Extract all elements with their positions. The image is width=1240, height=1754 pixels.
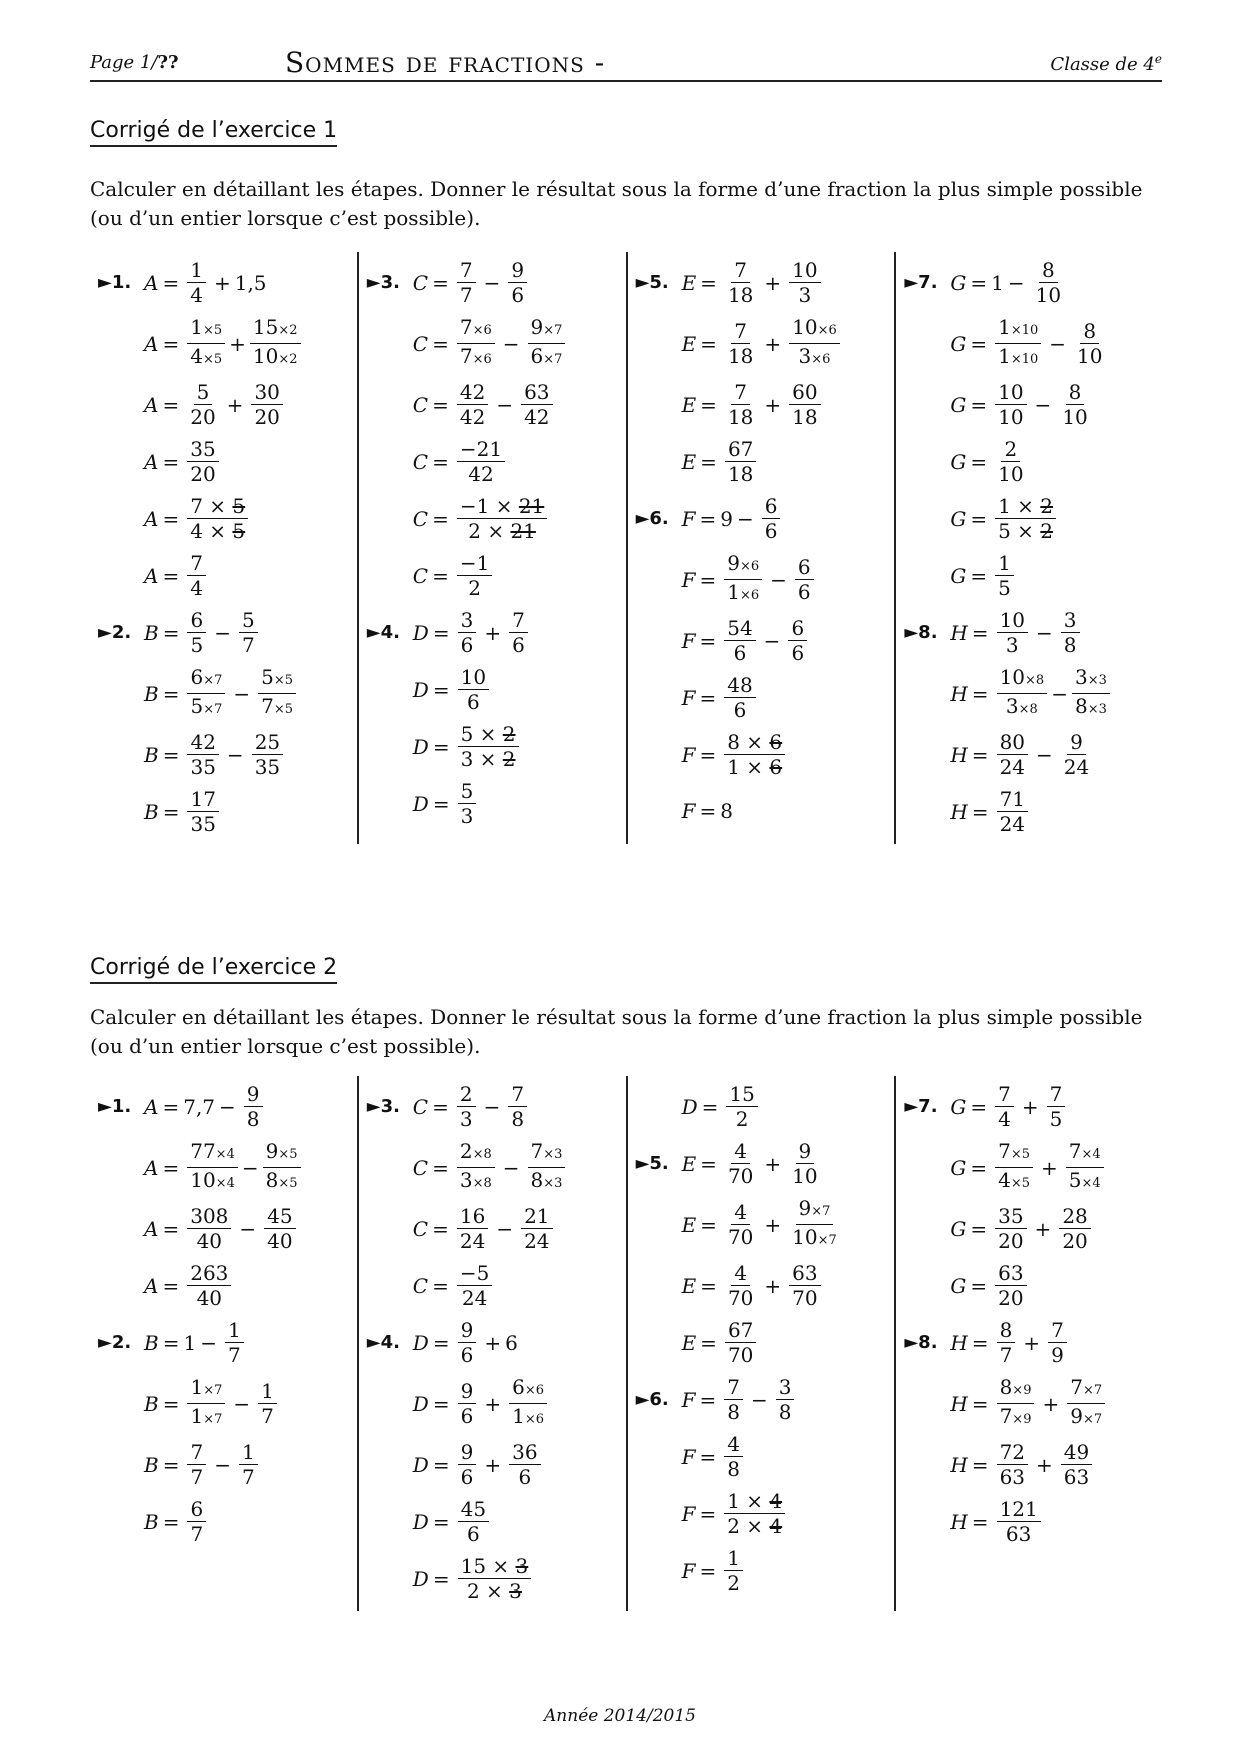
exercise-number: ►8. — [904, 1332, 938, 1353]
exercise-number: ►5. — [635, 272, 669, 293]
page-header — [90, 44, 1162, 82]
equation-line: H = $\frac{72}{63}$ + $\frac{49}{63}$ — [904, 1440, 1153, 1489]
equation-line: F = $\frac{8 \times 6}{1 \times 6}$ — [636, 730, 883, 779]
equation-line: F = $\frac{1}{2}$ — [636, 1546, 883, 1595]
equation-line: D = $\frac{9}{6}$ + $\frac{36}{6}$ — [367, 1440, 614, 1489]
equation-line: F = $\frac{9\times 6}{1\times 6}$ − $\frac{6}{6}$ — [636, 551, 883, 608]
equation-line: A = $\frac{5}{20}$ + $\frac{30}{20}$ — [98, 380, 345, 429]
equation-line: F = $\frac{54}{6}$ − $\frac{6}{6}$ — [636, 616, 883, 665]
equation-line: D = $\frac{5 \times 2}{3 \times 2}$ — [367, 722, 614, 771]
equation-line: D = $\frac{15 \times 3}{2 \times 3}$ — [367, 1554, 614, 1603]
equation-line: ►8. H = $\frac{10}{3}$ − $\frac{3}{8}$ — [904, 608, 1153, 657]
equation-line: G = $\frac{63}{20}$ — [904, 1261, 1153, 1310]
class-label: Classe de 4e — [1050, 52, 1162, 75]
equation-line: F = $\frac{48}{6}$ — [636, 673, 883, 722]
equation-line: B = $\frac{6}{7}$ — [98, 1497, 345, 1546]
exercise-number: ►8. — [904, 622, 938, 643]
equation-line: ►8. H = $\frac{8}{7}$ + $\frac{7}{9}$ — [904, 1318, 1153, 1367]
equation-line: C = $\frac{-21}{42}$ — [367, 437, 614, 486]
exercise-number: ►1. — [98, 272, 132, 293]
equation-line: H = $\frac{8\times 9}{7\times 9}$ + $\frac{7\times 7}{9\times 7}$ — [904, 1375, 1153, 1432]
equation-line: G = $\frac{2}{10}$ — [950, 437, 1024, 486]
equation-line: ►7. G = $\frac{7}{4}$ + $\frac{7}{5}$ — [904, 1082, 1153, 1131]
equation-line: D = $\frac{15}{2}$ — [636, 1082, 883, 1131]
exercise1-column — [628, 252, 897, 844]
equation-line: A = $\frac{308}{40}$ − $\frac{45}{40}$ — [98, 1204, 345, 1253]
equation-line: E = $\frac{7}{18}$ + $\frac{60}{18}$ — [636, 380, 883, 429]
equation-line: A = $\frac{1\times 5}{4\times 5}$ + $\frac{15\times 2}{10\times 2}$ — [98, 315, 345, 372]
exercise-number: ►3. — [366, 272, 400, 293]
equation-line: H = $\frac{10\times 8}{3\times 8}$ − $\frac{3\times 3}{8\times 3}$ — [904, 665, 1153, 722]
equation-line: C = $\frac{-5}{24}$ — [367, 1261, 614, 1310]
equation-line: A = $\frac{77\times 4}{10\times 4}$ − $\frac{9\times 5}{8\times 5}$ — [98, 1139, 345, 1196]
exercise-number: ►6. — [635, 508, 669, 529]
exercise-number: ►2. — [98, 1332, 132, 1353]
equation-line: ►6. F = $\frac{7}{8}$ − $\frac{3}{8}$ — [636, 1375, 883, 1424]
exercise-number: ►3. — [366, 1096, 400, 1117]
equation-line: C = $\frac{16}{24}$ − $\frac{21}{24}$ — [367, 1204, 614, 1253]
exercise2-column — [90, 1076, 359, 1611]
equation-line: D = $\frac{5}{3}$ — [367, 779, 614, 828]
exercise-number: ►6. — [635, 1389, 669, 1410]
exercise2-column — [896, 1076, 1165, 1611]
exercise2-column — [359, 1076, 628, 1611]
equation-line: ►6. F = 9 − $\frac{6}{6}$ — [636, 494, 883, 543]
equation-line: D = $\frac{45}{6}$ — [367, 1497, 614, 1546]
equation-line: A = $\frac{7 \times 5}{4 \times 5}$ — [98, 494, 345, 543]
exercise2-title: Corrigé de l’exercice 2 — [90, 955, 337, 984]
equation-line: E = $\frac{67}{18}$ — [636, 437, 883, 486]
equation-line: C = $\frac{-1}{2}$ — [367, 551, 614, 600]
equation-line: G = $\frac{10}{10}$ − $\frac{8}{10}$ — [950, 380, 1088, 429]
equation-line: ►4. D = $\frac{3}{6}$ + $\frac{7}{6}$ — [367, 608, 614, 657]
page-number: Page 1/?? — [90, 52, 179, 73]
equation-line: B = $\frac{1\times 7}{1\times 7}$ − $\frac{1}{7}$ — [98, 1375, 345, 1432]
page-footer: Année 2014/2015 — [544, 1706, 696, 1726]
equation-line: H = $\frac{71}{24}$ — [904, 787, 1153, 836]
equation-line: H = $\frac{121}{63}$ — [904, 1497, 1153, 1546]
equation-line: ►4. D = $\frac{9}{6}$ + 6 — [366, 1318, 518, 1367]
equation-line: C = $\frac{7\times 6}{7\times 6}$ − $\frac{9\times 7}{6\times 7}$ — [367, 315, 614, 372]
equation-line: G = $\frac{7\times 5}{4\times 5}$ + $\frac{7\times 4}{5\times 4}$ — [904, 1139, 1153, 1196]
exercise-number: ►2. — [98, 622, 132, 643]
equation-line: G = $\frac{1}{5}$ — [904, 551, 1153, 600]
equation-line: H = $\frac{80}{24}$ − $\frac{9}{24}$ — [950, 730, 1090, 779]
exercise-number: ►1. — [98, 1096, 132, 1117]
exercise2-instruction: Calculer en détaillant les étapes. Donner le résultat sous la forme d’une fraction la plus simple possible (ou d’un entier lorsque c’est possible). — [90, 1005, 1143, 1058]
equation-line: ►2. B = 1 − $\frac{1}{7}$ — [98, 1318, 345, 1367]
exercise-number: ►4. — [366, 622, 400, 643]
equation-line: C = $\frac{-1 \times 21}{2 \times 21}$ — [367, 494, 614, 543]
equation-line: A = $\frac{7}{4}$ — [98, 551, 345, 600]
equation-line: D = $\frac{10}{6}$ — [367, 665, 614, 714]
exercise1-column — [359, 252, 628, 844]
exercise1-column — [90, 252, 359, 844]
equation-line: B = $\frac{6\times 7}{5\times 7}$ − $\frac{5\times 5}{7\times 5}$ — [98, 665, 345, 722]
equation-line: ►7. G = 1 − $\frac{8}{10}$ — [904, 258, 1062, 307]
page-title: Sommes de fractions - — [285, 46, 606, 79]
exercise2-column — [628, 1076, 897, 1611]
equation-line: E = $\frac{67}{70}$ — [636, 1318, 883, 1367]
exercise-number: ►7. — [904, 1096, 938, 1117]
equation-line: F = $\frac{4}{8}$ — [636, 1432, 883, 1481]
exercise2-grid — [90, 1076, 1165, 1611]
equation-line: A = $\frac{35}{20}$ — [98, 437, 345, 486]
exercise1-grid — [90, 252, 1165, 844]
equation-line: E = $\frac{4}{70}$ + $\frac{9\times 7}{10\times 7}$ — [681, 1196, 837, 1249]
equation-line: ►3. C = $\frac{7}{7}$ − $\frac{9}{6}$ — [367, 258, 614, 307]
equation-line: B = $\frac{7}{7}$ − $\frac{1}{7}$ — [98, 1440, 345, 1489]
equation-line: C = $\frac{42}{42}$ − $\frac{63}{42}$ — [367, 380, 614, 429]
equation-line: A = $\frac{263}{40}$ — [98, 1261, 345, 1310]
equation-line: B = $\frac{17}{35}$ — [98, 787, 345, 836]
equation-line: F = $\frac{1 \times 4}{2 \times 4}$ — [636, 1489, 883, 1538]
equation-line: ►5. E = $\frac{4}{70}$ + $\frac{9}{10}$ — [635, 1139, 818, 1188]
equation-line: ►3. C = $\frac{2}{3}$ − $\frac{7}{8}$ — [367, 1082, 614, 1131]
exercise-number: ►4. — [366, 1332, 400, 1353]
exercise1-title: Corrigé de l’exercice 1 — [90, 118, 337, 147]
equation-line: E = $\frac{7}{18}$ + $\frac{10\times 6}{3\times 6}$ — [636, 315, 883, 372]
equation-line: B = $\frac{42}{35}$ − $\frac{25}{35}$ — [98, 730, 345, 779]
exercise-number: ►7. — [904, 272, 938, 293]
equation-line: C = $\frac{2\times 8}{3\times 8}$ − $\frac{7\times 3}{8\times 3}$ — [367, 1139, 614, 1196]
equation-line: E = $\frac{4}{70}$ + $\frac{63}{70}$ — [636, 1261, 883, 1310]
exercise-number: ►5. — [635, 1153, 669, 1174]
equation-line: G = $\frac{35}{20}$ + $\frac{28}{20}$ — [904, 1204, 1153, 1253]
equation-line: ►1. A = 7,7 − $\frac{9}{8}$ — [98, 1082, 345, 1131]
equation-line: D = $\frac{9}{6}$ + $\frac{6\times 6}{1\times 6}$ — [367, 1375, 614, 1432]
equation-line: G = $\frac{1 \times 2}{5 \times 2}$ — [904, 494, 1153, 543]
equation-line: ►2. B = $\frac{6}{5}$ − $\frac{5}{7}$ — [98, 608, 345, 657]
equation-line: ►5. E = $\frac{7}{18}$ + $\frac{10}{3}$ — [636, 258, 883, 307]
exercise1-column — [896, 252, 1165, 844]
exercise1-instruction: Calculer en détaillant les étapes. Donner le résultat sous la forme d’une fraction la plus simple possible (ou d’un entier lorsque c’est possible). — [90, 177, 1143, 230]
equation-line: F = 8 — [681, 799, 733, 823]
equation-line: ►1. A = $\frac{1}{4}$ + 1,5 — [98, 258, 267, 307]
equation-line: G = $\frac{1\times 10}{1\times 10}$ − $\frac{8}{10}$ — [950, 315, 1103, 368]
